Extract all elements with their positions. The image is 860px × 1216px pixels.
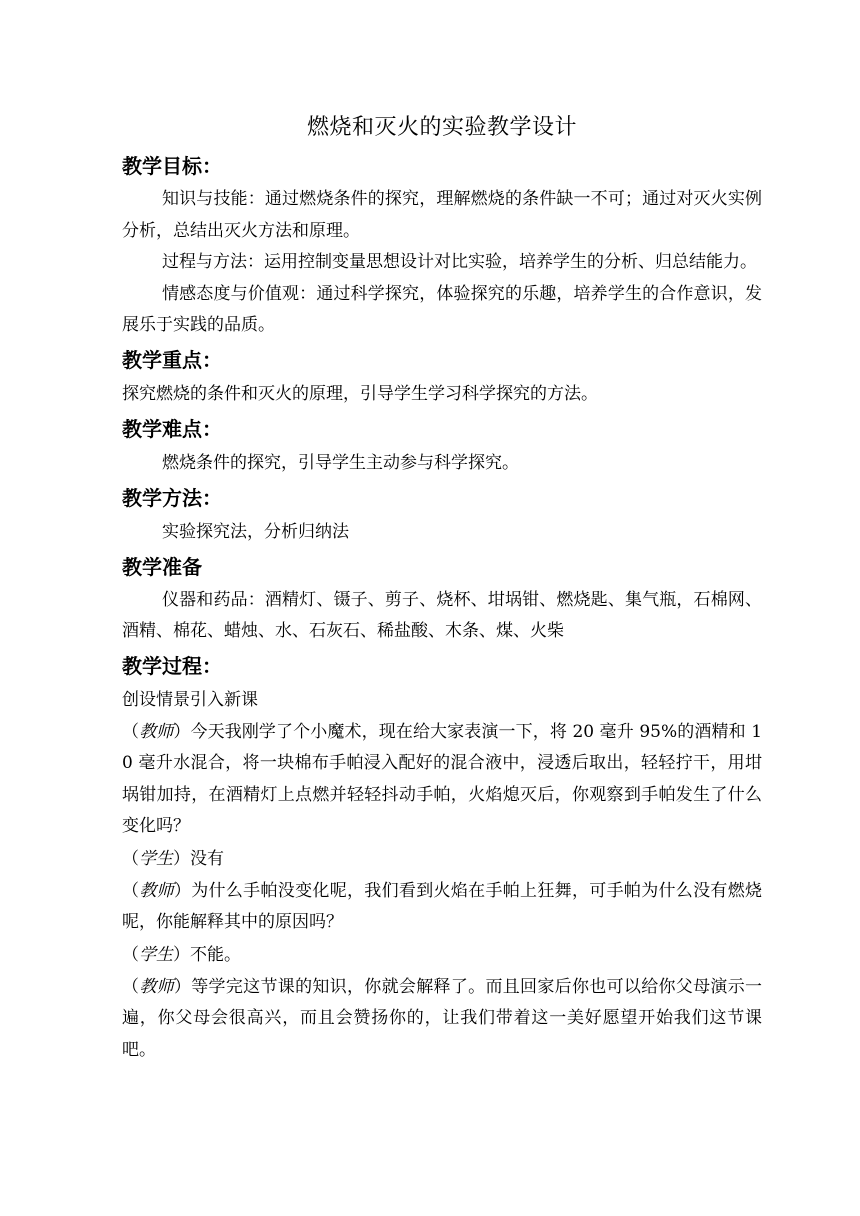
goal-knowledge-paragraph: 知识与技能：通过燃烧条件的探究，理解燃烧的条件缺一不可；通过对灭火实例分析，总结出灭火方法和原理。: [122, 189, 762, 241]
dialogue-text: 等学完这节课的知识，你就会解释了。而且回家后你也可以给你父母演示一遍，你父母会很高兴，而且会赞扬你的，让我们带着这一美好愿望开始我们这节课吧。: [122, 976, 763, 1060]
dialogue-teacher-3: （教师）等学完这节课的知识，你就会解释了。而且回家后你也可以给你父母演示一遍，你父母会很高兴，而且会赞扬你的，让我们带着这一美好愿望开始我们这节课吧。: [122, 976, 763, 1060]
dialogue-text: 今天我刚学了个小魔术，现在给大家表演一下，将 20 毫升 95%的酒精和 10 毫升水混合，将一块棉布手帕浸入配好的混合液中，浸透后取出，轻轻拧干，用坩埚钳加持，在酒精灯上点燃并轻轻抖动手帕，火焰熄灭后，你观察到手帕发生了什么变化吗？: [122, 721, 763, 836]
speaker-label: 教师: [139, 976, 174, 997]
dialogue-text: 没有: [190, 848, 224, 869]
process-intro-line: 创设情景引入新课: [122, 689, 258, 710]
speaker-label: 教师: [139, 880, 174, 901]
section-heading-key-points: 教学重点：: [122, 347, 222, 372]
section-heading-difficulties: 教学难点：: [122, 416, 222, 441]
section-heading-goals: 教学目标：: [122, 154, 222, 178]
document-title: 燃烧和灭火的实验教学设计: [306, 115, 577, 140]
methods-paragraph: 实验探究法，分析归纳法: [162, 521, 349, 542]
speaker-label: 教师: [139, 721, 174, 742]
dialogue-student-2: （学生）不能。: [122, 944, 241, 965]
section-heading-process: 教学过程：: [122, 653, 222, 678]
speaker-label: 学生: [139, 848, 173, 869]
difficulties-paragraph: 燃烧条件的探究，引导学生主动参与科学探究。: [162, 452, 519, 473]
document-page: [122, 108, 762, 1066]
goal-attitude-paragraph: 情感态度与价值观：通过科学探究，体验探究的乐趣，培养学生的合作意识，发展乐于实践的品质。: [122, 283, 762, 335]
dialogue-teacher-1: （教师）今天我刚学了个小魔术，现在给大家表演一下，将 20 毫升 95%的酒精和 10 毫升水混合，将一块棉布手帕浸入配好的混合液中，浸透后取出，轻轻拧干，用坩埚钳加持，在酒精灯上点燃并轻轻抖动手帕，火焰熄灭后，你观察到手帕发生了什么变化吗？: [122, 721, 763, 836]
dialogue-student-1: （学生）没有: [122, 848, 224, 869]
section-heading-methods: 教学方法：: [122, 485, 222, 510]
goal-process-paragraph: 过程与方法：运用控制变量思想设计对比实验，培养学生的分析、归总结能力。: [162, 252, 757, 272]
dialogue-teacher-2: （教师）为什么手帕没变化呢，我们看到火焰在手帕上狂舞，可手帕为什么没有燃烧呢，你能解释其中的原因吗？: [122, 880, 763, 932]
section-heading-preparation: 教学准备: [122, 554, 202, 579]
dialogue-text: 为什么手帕没变化呢，我们看到火焰在手帕上狂舞，可手帕为什么没有燃烧呢，你能解释其中的原因吗？: [122, 880, 763, 932]
key-points-paragraph: 探究燃烧的条件和灭火的原理，引导学生学习科学探究的方法。: [122, 383, 598, 404]
preparation-paragraph: 仪器和药品：酒精灯、镊子、剪子、烧杯、坩埚钳、燃烧匙、集气瓶，石棉网、酒精、棉花、蜡烛、水、石灰石、稀盐酸、木条、煤、火柴: [122, 589, 762, 641]
dialogue-text: 不能。: [190, 944, 241, 965]
speaker-label: 学生: [139, 944, 173, 965]
